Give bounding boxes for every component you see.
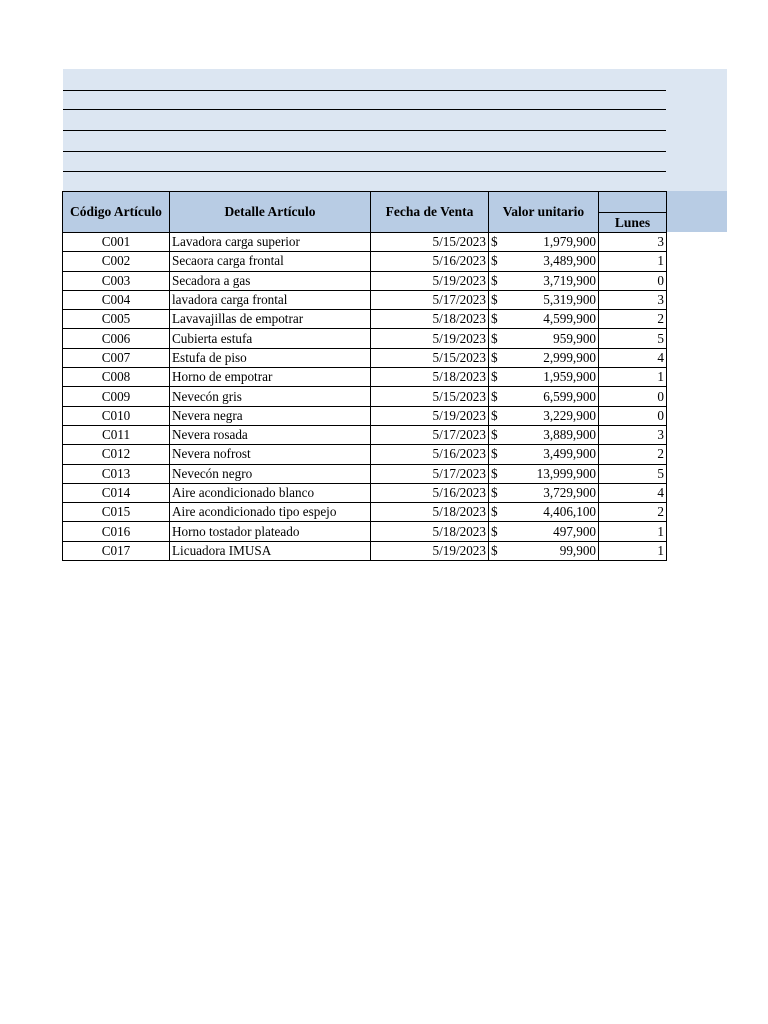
- currency-symbol: $: [491, 407, 498, 423]
- currency-symbol: $: [491, 523, 498, 539]
- cell-fecha[interactable]: 5/19/2023: [371, 329, 489, 348]
- header-lunes[interactable]: [599, 192, 667, 233]
- table-row: [63, 464, 667, 483]
- cell-lunes[interactable]: 0: [599, 406, 667, 425]
- table-row: [63, 329, 667, 348]
- money-wrap: [491, 388, 596, 406]
- cell-detalle[interactable]: Horno de empotrar: [170, 368, 371, 387]
- cell-detalle[interactable]: Nevecón gris: [170, 387, 371, 406]
- cell-lunes[interactable]: 4: [599, 348, 667, 367]
- valor-amount: 3,489,900: [543, 253, 596, 269]
- table-row: [63, 541, 667, 560]
- valor-amount: 3,889,900: [543, 427, 596, 443]
- cell-lunes[interactable]: 1: [599, 522, 667, 541]
- cell-codigo[interactable]: C009: [63, 387, 170, 406]
- cell-fecha[interactable]: 5/15/2023: [371, 233, 489, 252]
- header-detalle[interactable]: Detalle Artículo: [170, 192, 371, 233]
- cell-codigo[interactable]: C001: [63, 233, 170, 252]
- money-wrap: [491, 233, 596, 251]
- cell-codigo[interactable]: C016: [63, 522, 170, 541]
- table-row: [63, 425, 667, 444]
- valor-amount: 1,979,900: [543, 234, 596, 250]
- table-row: [63, 387, 667, 406]
- cell-fecha[interactable]: 5/19/2023: [371, 541, 489, 560]
- header-lunes-blank: [599, 192, 666, 212]
- cell-detalle[interactable]: Licuadora IMUSA: [170, 541, 371, 560]
- cell-detalle[interactable]: Nevecón negro: [170, 464, 371, 483]
- cell-codigo[interactable]: C006: [63, 329, 170, 348]
- header-lunes-label: Lunes: [599, 212, 666, 232]
- table-row: [63, 348, 667, 367]
- cell-lunes[interactable]: 3: [599, 233, 667, 252]
- cell-fecha[interactable]: 5/18/2023: [371, 310, 489, 329]
- money-wrap: [491, 523, 596, 541]
- cell-valor[interactable]: [489, 348, 599, 367]
- cell-lunes[interactable]: 1: [599, 541, 667, 560]
- money-wrap: [491, 272, 596, 290]
- sales-table: [62, 191, 667, 561]
- cell-fecha[interactable]: 5/19/2023: [371, 271, 489, 290]
- currency-symbol: $: [491, 542, 498, 558]
- cell-detalle[interactable]: Aire acondicionado blanco: [170, 483, 371, 502]
- valor-amount: 497,900: [553, 523, 596, 539]
- cell-fecha[interactable]: 5/17/2023: [371, 425, 489, 444]
- cell-lunes[interactable]: 2: [599, 310, 667, 329]
- title-line-5: [63, 171, 666, 172]
- cell-detalle[interactable]: Secaora carga frontal: [170, 252, 371, 271]
- cell-fecha[interactable]: 5/17/2023: [371, 464, 489, 483]
- money-wrap: [491, 407, 596, 425]
- cell-codigo[interactable]: C010: [63, 406, 170, 425]
- table-row: [63, 483, 667, 502]
- cell-fecha[interactable]: 5/18/2023: [371, 368, 489, 387]
- header-row: [63, 192, 667, 233]
- cell-fecha[interactable]: 5/15/2023: [371, 348, 489, 367]
- money-wrap: [491, 484, 596, 502]
- table-row: [63, 233, 667, 252]
- cell-lunes[interactable]: 4: [599, 483, 667, 502]
- header-valor[interactable]: Valor unitario: [489, 192, 599, 233]
- table-row: [63, 406, 667, 425]
- currency-symbol: $: [491, 369, 498, 385]
- cell-detalle[interactable]: Nevera rosada: [170, 425, 371, 444]
- cell-valor[interactable]: [489, 368, 599, 387]
- cell-valor[interactable]: [489, 290, 599, 309]
- table-row: [63, 368, 667, 387]
- cell-lunes[interactable]: 0: [599, 387, 667, 406]
- cell-codigo[interactable]: C002: [63, 252, 170, 271]
- cell-codigo[interactable]: C003: [63, 271, 170, 290]
- currency-symbol: $: [491, 292, 498, 308]
- currency-symbol: $: [491, 504, 498, 520]
- valor-amount: 2,999,900: [543, 349, 596, 365]
- cell-fecha[interactable]: 5/16/2023: [371, 445, 489, 464]
- title-line-4: [63, 151, 666, 152]
- money-wrap: [491, 426, 596, 444]
- money-wrap: [491, 368, 596, 386]
- table-row: [63, 503, 667, 522]
- cell-lunes[interactable]: 1: [599, 252, 667, 271]
- cell-valor[interactable]: [489, 271, 599, 290]
- cell-detalle[interactable]: Horno tostador plateado: [170, 522, 371, 541]
- cell-detalle[interactable]: Lavavajillas de empotrar: [170, 310, 371, 329]
- cell-valor[interactable]: [489, 483, 599, 502]
- valor-amount: 99,900: [559, 542, 596, 558]
- money-wrap: [491, 310, 596, 328]
- currency-symbol: $: [491, 253, 498, 269]
- cell-lunes[interactable]: 2: [599, 445, 667, 464]
- header-fecha[interactable]: Fecha de Venta: [371, 192, 489, 233]
- cell-detalle[interactable]: Nevera negra: [170, 406, 371, 425]
- cell-codigo[interactable]: C015: [63, 503, 170, 522]
- valor-amount: 4,406,100: [543, 504, 596, 520]
- money-wrap: [491, 542, 596, 560]
- valor-amount: 959,900: [553, 330, 596, 346]
- cell-detalle[interactable]: Nevera nofrost: [170, 445, 371, 464]
- cell-valor[interactable]: [489, 310, 599, 329]
- cell-lunes[interactable]: 2: [599, 503, 667, 522]
- cell-codigo[interactable]: C007: [63, 348, 170, 367]
- cell-lunes[interactable]: 3: [599, 425, 667, 444]
- cell-lunes[interactable]: 3: [599, 290, 667, 309]
- table-row: [63, 271, 667, 290]
- money-wrap: [491, 445, 596, 463]
- cell-detalle[interactable]: Cubierta estufa: [170, 329, 371, 348]
- cell-lunes[interactable]: 0: [599, 271, 667, 290]
- cell-codigo[interactable]: C014: [63, 483, 170, 502]
- cell-detalle[interactable]: Secadora a gas: [170, 271, 371, 290]
- title-line-1: [63, 90, 666, 91]
- cell-valor[interactable]: [489, 503, 599, 522]
- cell-codigo[interactable]: C008: [63, 368, 170, 387]
- valor-amount: 5,319,900: [543, 292, 596, 308]
- cell-valor[interactable]: [489, 425, 599, 444]
- cell-fecha[interactable]: 5/18/2023: [371, 522, 489, 541]
- cell-valor[interactable]: [489, 252, 599, 271]
- cell-valor[interactable]: [489, 522, 599, 541]
- cell-valor[interactable]: [489, 445, 599, 464]
- currency-symbol: $: [491, 485, 498, 500]
- cell-detalle[interactable]: Aire acondicionado tipo espejo: [170, 503, 371, 522]
- table-body: [63, 233, 667, 561]
- cell-lunes[interactable]: 5: [599, 329, 667, 348]
- cell-detalle[interactable]: Estufa de piso: [170, 348, 371, 367]
- valor-amount: 4,599,900: [543, 311, 596, 327]
- cell-detalle[interactable]: lavadora carga frontal: [170, 290, 371, 309]
- currency-symbol: $: [491, 234, 498, 250]
- cell-valor[interactable]: [489, 233, 599, 252]
- currency-symbol: $: [491, 388, 498, 404]
- currency-symbol: $: [491, 465, 498, 481]
- currency-symbol: $: [491, 272, 498, 288]
- cell-lunes[interactable]: 1: [599, 368, 667, 387]
- valor-amount: 6,599,900: [543, 388, 596, 404]
- cell-detalle[interactable]: Lavadora carga superior: [170, 233, 371, 252]
- valor-amount: 3,229,900: [543, 407, 596, 423]
- cell-fecha[interactable]: 5/16/2023: [371, 252, 489, 271]
- cell-valor[interactable]: [489, 329, 599, 348]
- cell-valor[interactable]: [489, 541, 599, 560]
- valor-amount: 3,719,900: [543, 272, 596, 288]
- header-codigo[interactable]: Código Artículo: [63, 192, 170, 233]
- table-row: [63, 445, 667, 464]
- valor-amount: 3,729,900: [543, 485, 596, 500]
- cell-lunes[interactable]: 5: [599, 464, 667, 483]
- currency-symbol: $: [491, 349, 498, 365]
- cell-codigo[interactable]: C005: [63, 310, 170, 329]
- cell-fecha[interactable]: 5/19/2023: [371, 406, 489, 425]
- table-row: [63, 290, 667, 309]
- money-wrap: [491, 503, 596, 521]
- money-wrap: [491, 291, 596, 309]
- cell-valor[interactable]: [489, 464, 599, 483]
- money-wrap: [491, 465, 596, 483]
- table-row: [63, 310, 667, 329]
- valor-amount: 13,999,900: [536, 465, 596, 481]
- money-wrap: [491, 330, 596, 348]
- table-row: [63, 252, 667, 271]
- table-row: [63, 522, 667, 541]
- title-line-2: [63, 109, 666, 110]
- cell-fecha[interactable]: 5/16/2023: [371, 483, 489, 502]
- cell-codigo[interactable]: C004: [63, 290, 170, 309]
- title-line-3: [63, 130, 666, 131]
- cell-codigo[interactable]: C011: [63, 425, 170, 444]
- cell-fecha[interactable]: 5/17/2023: [371, 290, 489, 309]
- currency-symbol: $: [491, 446, 498, 462]
- cell-fecha[interactable]: 5/18/2023: [371, 503, 489, 522]
- money-wrap: [491, 349, 596, 367]
- cell-codigo[interactable]: C012: [63, 445, 170, 464]
- cell-valor[interactable]: [489, 406, 599, 425]
- valor-amount: 3,499,900: [543, 446, 596, 462]
- money-wrap: [491, 252, 596, 270]
- cell-fecha[interactable]: 5/15/2023: [371, 387, 489, 406]
- valor-amount: 1,959,900: [543, 369, 596, 385]
- cell-valor[interactable]: [489, 387, 599, 406]
- cell-codigo[interactable]: C017: [63, 541, 170, 560]
- currency-symbol: $: [491, 311, 498, 327]
- cell-codigo[interactable]: C013: [63, 464, 170, 483]
- currency-symbol: $: [491, 330, 498, 346]
- currency-symbol: $: [491, 427, 498, 443]
